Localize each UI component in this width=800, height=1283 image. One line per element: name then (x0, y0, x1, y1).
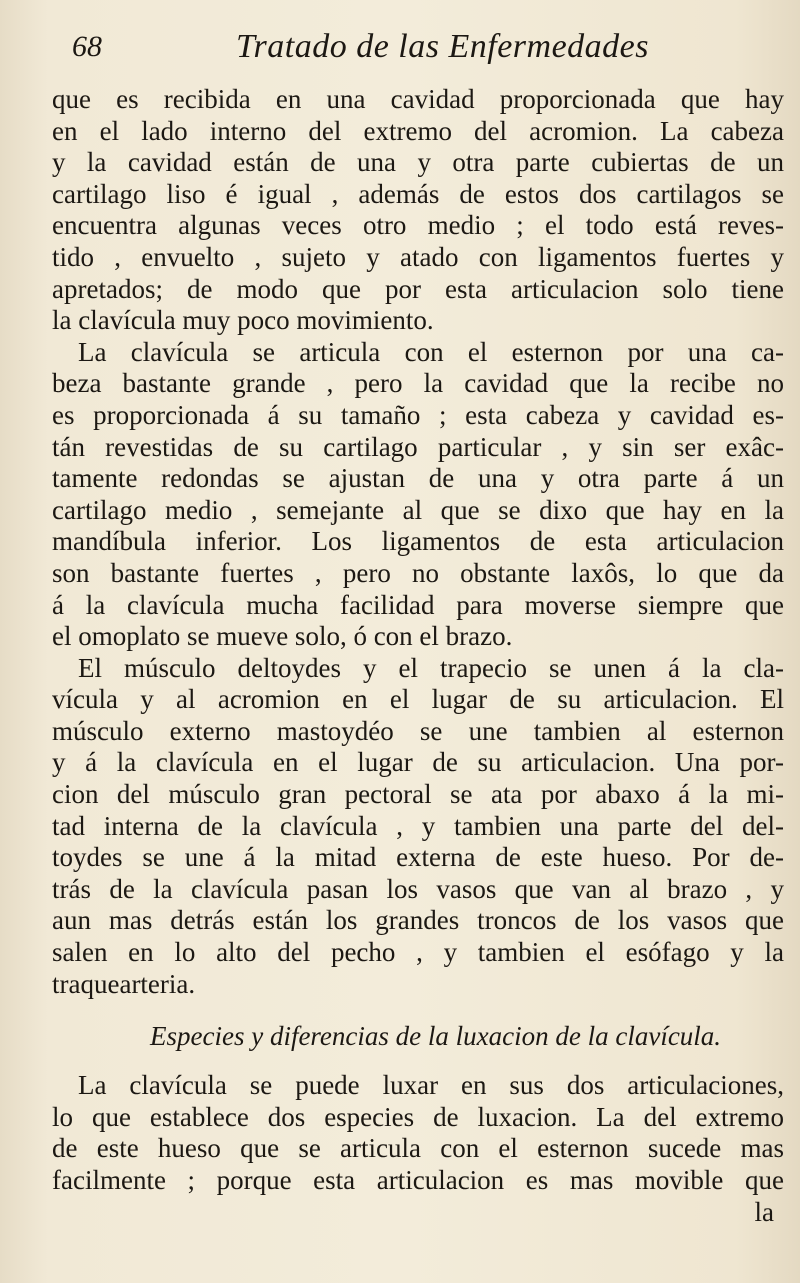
section-heading: Especies y diferencias de la luxacion de la clavícula. (150, 1021, 722, 1052)
text-line: de este hueso que se articula con el esternon sucede mas (52, 1133, 784, 1164)
paragraph-3 (52, 653, 784, 1001)
text-line: en el lado interno del extremo del acromion. La cabeza (52, 115, 784, 146)
text-line: El músculo deltoydes y el trapecio se unen á la cla- (78, 652, 784, 683)
text-line: tamente redondas se ajustan de una y otra parte á un (52, 463, 784, 494)
catchword: la (754, 1196, 774, 1227)
text-line: apretados; de modo que por esta articulacion solo tiene (52, 273, 784, 304)
text-line: tad interna de la clavícula , y tambien una parte del del- (52, 810, 784, 841)
text-line: y la cavidad están de una y otra parte cubiertas de un (52, 147, 784, 178)
text-line: vícula y al acromion en el lugar de su articulacion. El (52, 684, 784, 715)
text-line: músculo externo mastoydéo se une tambien al esternon (52, 715, 784, 746)
text-line: beza bastante grande , pero la cavidad que la recibe no (52, 368, 784, 399)
body-text (52, 84, 784, 1227)
text-line: La clavícula se puede luxar en sus dos articulaciones, (78, 1070, 784, 1101)
text-line: aun mas detrás están los grandes troncos de los vasos que (52, 905, 784, 936)
paragraph-2 (52, 337, 784, 653)
text-line: son bastante fuertes , pero no obstante laxôs, lo que da (52, 557, 784, 588)
paragraph-1 (52, 84, 784, 337)
text-line: lo que establece dos especies de luxacion. La del extremo (52, 1101, 784, 1132)
text-line: trás de la clavícula pasan los vasos que van al brazo , y (52, 873, 784, 904)
text-line: cartilago medio , semejante al que se dixo que hay en la (52, 494, 784, 525)
text-line: cartilago liso é igual , además de estos dos cartilagos se (52, 178, 784, 209)
running-title: Tratado de las Enfermedades (236, 28, 649, 65)
text-line: toydes se une á la mitad externa de este hueso. Por de- (52, 842, 784, 873)
text-line: encuentra algunas veces otro medio ; el todo está reves- (52, 210, 784, 241)
text-line: salen en lo alto del pecho , y tambien el esófago y la (52, 937, 784, 968)
text-line: que es recibida en una cavidad proporcionada que hay (52, 84, 784, 114)
text-line: cion del músculo gran pectoral se ata por abaxo á la mi- (52, 779, 784, 810)
paragraph-4 (52, 1070, 784, 1196)
text-line: la clavícula muy poco movimiento. (52, 305, 434, 336)
text-line: y á la clavícula en el lugar de su articulacion. Una por- (52, 747, 784, 778)
page-number: 68 (72, 30, 102, 63)
text-line: tán revestidas de su cartilago particular , y sin ser exâc- (52, 431, 784, 462)
text-line: facilmente ; porque esta articulacion es mas movible que (52, 1165, 784, 1195)
text-line: mandíbula inferior. Los ligamentos de esta articulacion (52, 526, 784, 557)
text-line: es proporcionada á su tamaño ; esta cabeza y cavidad es- (52, 399, 784, 430)
text-line: á la clavícula mucha facilidad para moverse siempre que (52, 589, 784, 620)
text-line: La clavícula se articula con el esternon por una ca- (78, 336, 784, 367)
text-line: el omoplato se mueve solo, ó con el brazo. (52, 621, 513, 652)
text-line: tido , envuelto , sujeto y atado con ligamentos fuertes y (52, 241, 784, 272)
text-line: traquearteria. (52, 968, 196, 999)
running-header (0, 22, 800, 72)
